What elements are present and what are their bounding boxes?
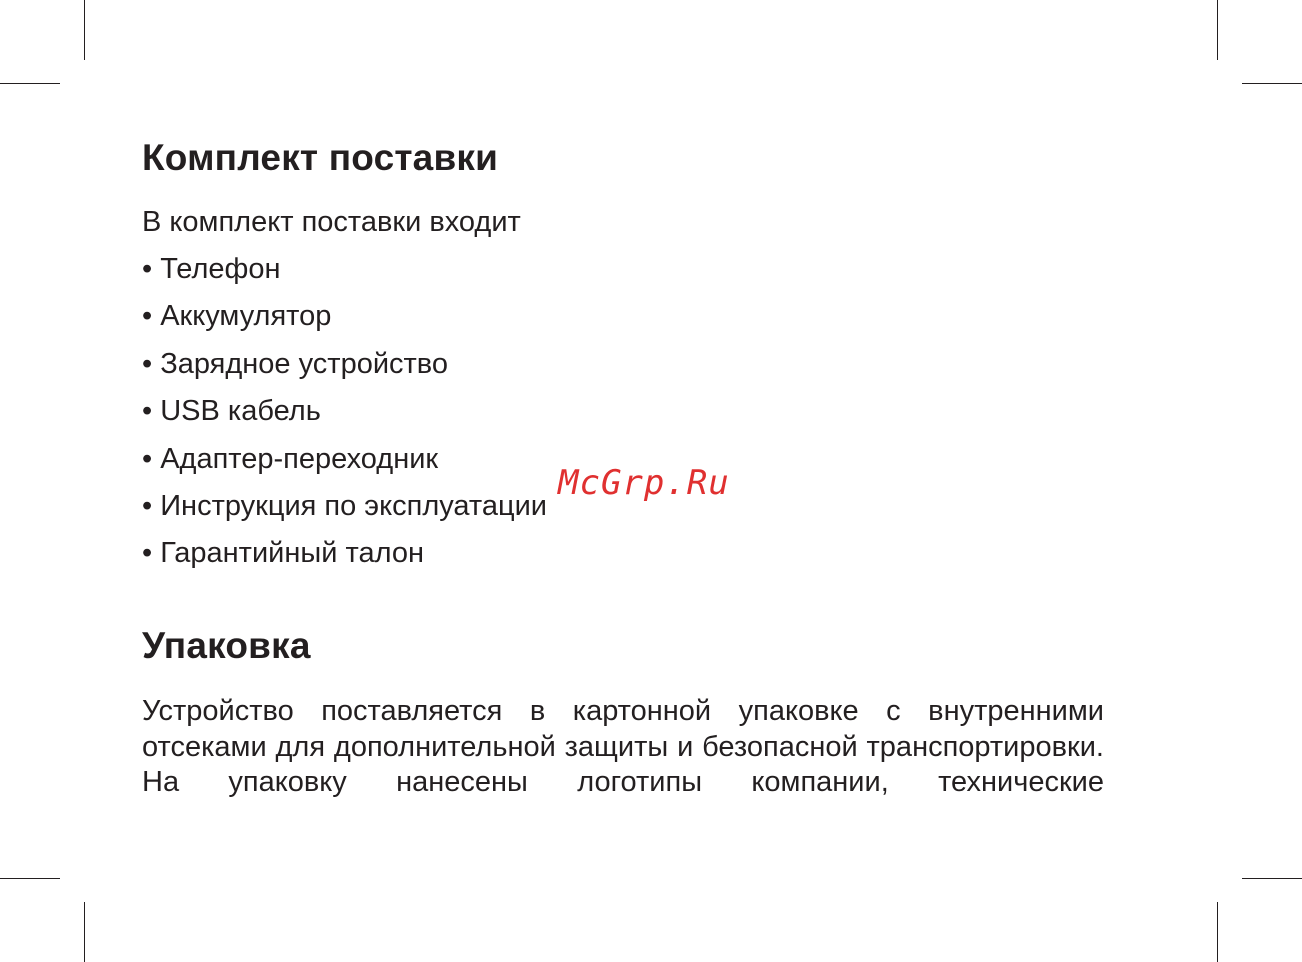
crop-mark-top-left-vertical [84, 0, 85, 60]
section-title-delivery: Комплект поставки [142, 137, 499, 178]
list-item: • Телефон [142, 253, 281, 285]
list-item: • Гарантийный талон [142, 537, 424, 570]
list-item: • Адаптер-переходник [142, 442, 439, 475]
crop-mark-bottom-right-horizontal [1242, 878, 1302, 879]
list-item: • Инструкция по эксплуатации [142, 489, 547, 522]
crop-mark-bottom-left-horizontal [0, 878, 60, 879]
crop-mark-top-right-vertical [1217, 0, 1218, 60]
delivery-intro-text: В комплект поставки входит [142, 206, 521, 238]
list-item: • Зарядное устройство [142, 347, 449, 380]
crop-mark-bottom-right-vertical [1217, 902, 1218, 962]
crop-mark-bottom-left-vertical [84, 902, 85, 962]
list-item: • USB кабель [142, 395, 321, 428]
delivery-items-list [142, 251, 547, 583]
section-title-packaging: Упаковка [142, 625, 311, 666]
crop-mark-top-right-horizontal [1242, 83, 1302, 84]
list-item: • Аккумулятор [142, 300, 332, 333]
crop-mark-top-left-horizontal [0, 83, 60, 84]
watermark: McGrp.Ru [558, 463, 730, 503]
packaging-paragraph: Устройство поставляется в картонной упаковке с внутренними отсеками для дополнительной защиты и безопасной транспортировки. На упаковку нанесены логотипы компании, технические [142, 695, 1104, 798]
